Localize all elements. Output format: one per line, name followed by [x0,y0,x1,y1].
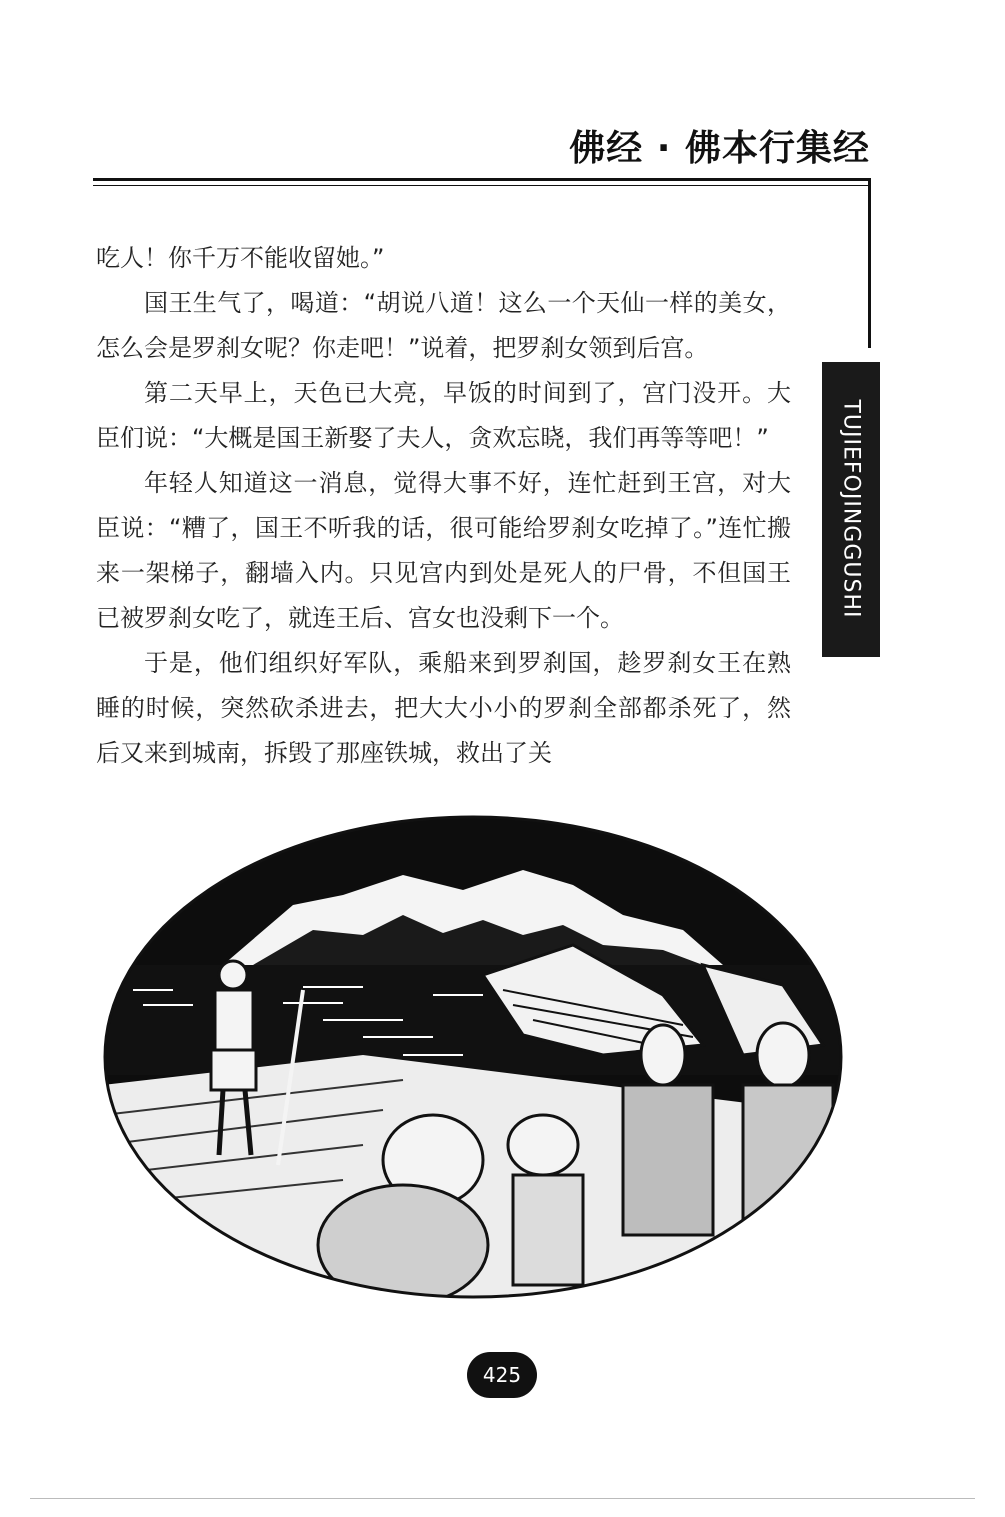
story-illustration [103,815,843,1300]
paragraph-3: 第二天早上，天色已大亮，早饭的时间到了，宫门没开。大臣们说：“大概是国王新娶了夫人，贪欢忘晓，我们再等等吧！” [96,379,791,452]
header-rule-thick [93,178,871,181]
side-tab-label: TUJIEFOJINGGUSHI [838,399,864,619]
page-number: 425 [467,1352,537,1398]
bottom-rule [30,1498,975,1499]
paragraph-5: 于是，他们组织好军队，乘船来到罗刹国，趁罗刹女王在熟睡的时候，突然砍杀进去，把大大小小的罗刹全部都杀死了，然后又来到城南，拆毁了那座铁城，救出了关 [96,649,791,767]
paragraph-1: 吃人！你千万不能收留她。” [96,244,385,272]
body-text [96,236,791,776]
header-rule-thin [93,185,871,186]
paragraph-4: 年轻人知道这一消息，觉得大事不好，连忙赶到王宫，对大臣说：“糟了，国王不听我的话，很可能给罗刹女吃掉了。”连忙搬来一架梯子，翻墙入内。只见宫内到处是死人的尸骨，不但国王已被罗刹女吃了，就连王后、宫女也没剩下一个。 [96,469,791,632]
side-rule [868,178,871,348]
page-header-title: 佛经 · 佛本行集经 [569,128,870,169]
paragraph-2: 国王生气了，喝道：“胡说八道！这么一个天仙一样的美女，怎么会是罗刹女呢？你走吧！”说着，把罗刹女领到后宫。 [96,289,791,362]
